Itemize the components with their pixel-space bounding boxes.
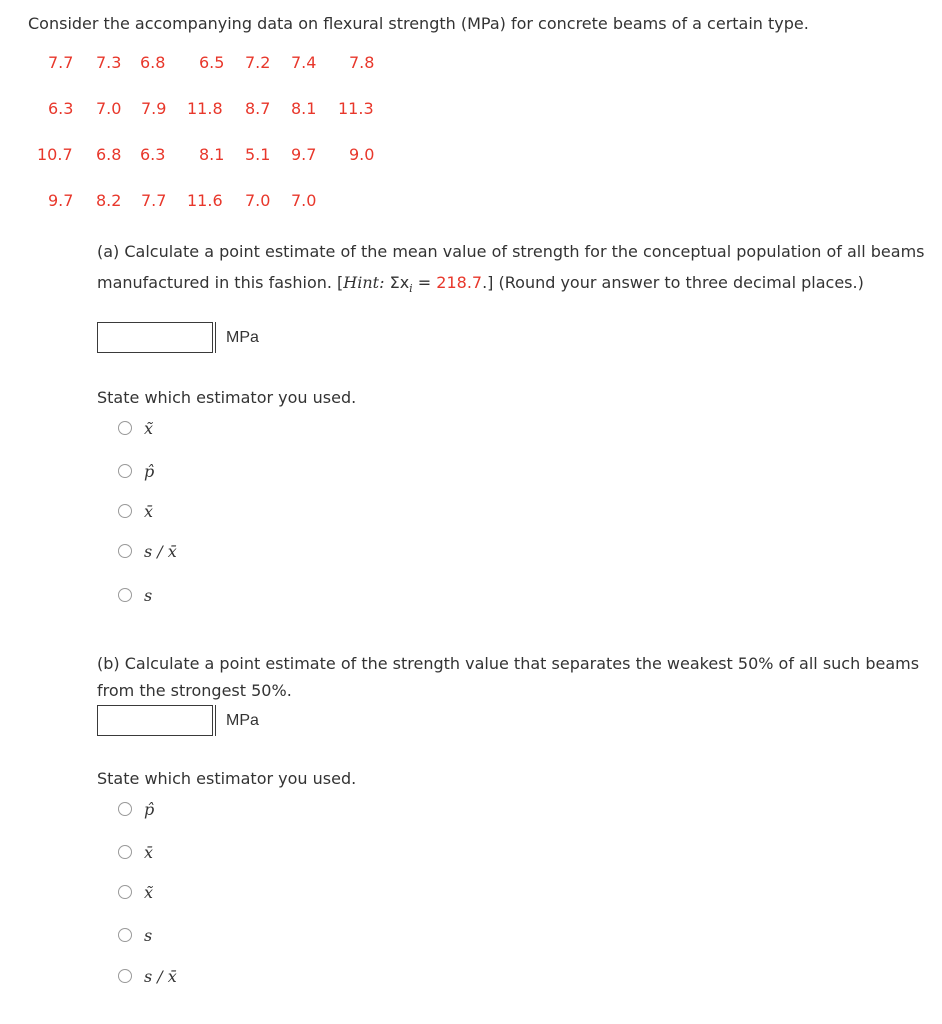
radio-button[interactable] [118, 969, 132, 983]
part-a-option-x-bar[interactable] [118, 501, 153, 521]
part-b-option-x-bar[interactable] [118, 842, 153, 862]
hint-value: 218.7 [436, 273, 483, 292]
option-label: x̄ [144, 501, 154, 521]
hint-subscript: i [409, 282, 413, 295]
radio-button[interactable] [118, 802, 132, 816]
part-a-unit: MPa [215, 322, 259, 353]
part-a-estimator-question: State which estimator you used. [97, 388, 357, 407]
part-b-prompt: (b) Calculate a point estimate of the strength value that separates the weakest 50% of all such beams from the strongest 50%. [97, 654, 920, 700]
part-b-option-p-hat[interactable] [118, 799, 154, 819]
data-value: 7.0 [291, 191, 317, 210]
part-b-option-s[interactable] [118, 925, 152, 945]
hint-sum: Σx [389, 273, 410, 292]
option-label: p̂ [144, 461, 155, 481]
radio-button[interactable] [118, 885, 132, 899]
part-b-estimator-question: State which estimator you used. [97, 769, 357, 788]
hint-equals: = [412, 273, 437, 292]
data-value: 7.3 [96, 53, 122, 72]
hint-label: Hint: [343, 273, 385, 292]
data-value: 8.7 [245, 99, 271, 118]
data-value: 9.7 [291, 145, 317, 164]
option-label: x̃ [144, 882, 154, 902]
part-a-answer-input[interactable] [97, 322, 213, 353]
data-value: 8.1 [199, 145, 225, 164]
data-value: 7.8 [349, 53, 375, 72]
data-value: 8.2 [96, 191, 122, 210]
radio-button[interactable] [118, 421, 132, 435]
part-a-option-s[interactable] [118, 585, 152, 605]
data-value: 8.1 [291, 99, 317, 118]
data-value: 6.3 [140, 145, 166, 164]
option-label: s [144, 925, 153, 945]
radio-button[interactable] [118, 845, 132, 859]
data-value: 7.7 [48, 53, 74, 72]
option-label: x̃ [144, 418, 154, 438]
part-a-option-s-over-x-bar[interactable] [118, 541, 177, 561]
part-b-option-s-over-x-bar[interactable] [118, 966, 177, 986]
part-a-text: (a) Calculate a point estimate of the mean value of strength for the conceptual population of all beams manufactured in this fashion. [ [97, 242, 925, 292]
data-value: 11.3 [338, 99, 374, 118]
data-value: 7.4 [291, 53, 317, 72]
option-label: p̂ [144, 799, 155, 819]
data-value: 6.5 [199, 53, 225, 72]
part-b-answer-input[interactable] [97, 705, 213, 736]
problem-intro: Consider the accompanying data on flexural strength (MPa) for concrete beams of a certain type. [28, 14, 809, 33]
radio-button[interactable] [118, 928, 132, 942]
data-value: 7.2 [245, 53, 271, 72]
option-label: s / x̄ [144, 966, 177, 986]
data-value: 11.8 [187, 99, 223, 118]
radio-button[interactable] [118, 464, 132, 478]
data-value: 7.7 [141, 191, 167, 210]
part-a-option-x-tilde[interactable] [118, 418, 153, 438]
data-value: 6.3 [48, 99, 74, 118]
data-value: 11.6 [187, 191, 223, 210]
data-value: 7.0 [245, 191, 271, 210]
data-value: 9.7 [48, 191, 74, 210]
radio-button[interactable] [118, 544, 132, 558]
data-value: 10.7 [37, 145, 73, 164]
radio-button[interactable] [118, 588, 132, 602]
option-label: s [144, 585, 153, 605]
part-b-option-x-tilde[interactable] [118, 882, 153, 902]
data-value: 7.9 [141, 99, 167, 118]
option-label: x̄ [144, 842, 154, 862]
radio-button[interactable] [118, 504, 132, 518]
option-label: s / x̄ [144, 541, 177, 561]
data-value: 5.1 [245, 145, 271, 164]
data-value: 9.0 [349, 145, 375, 164]
part-a-prompt [97, 236, 927, 304]
part-b-unit: MPa [215, 705, 259, 736]
part-a-option-p-hat[interactable] [118, 461, 154, 481]
data-value: 7.0 [96, 99, 122, 118]
data-value: 6.8 [140, 53, 166, 72]
data-value: 6.8 [96, 145, 122, 164]
part-a-text-end: .] (Round your answer to three decimal places.) [482, 273, 864, 292]
